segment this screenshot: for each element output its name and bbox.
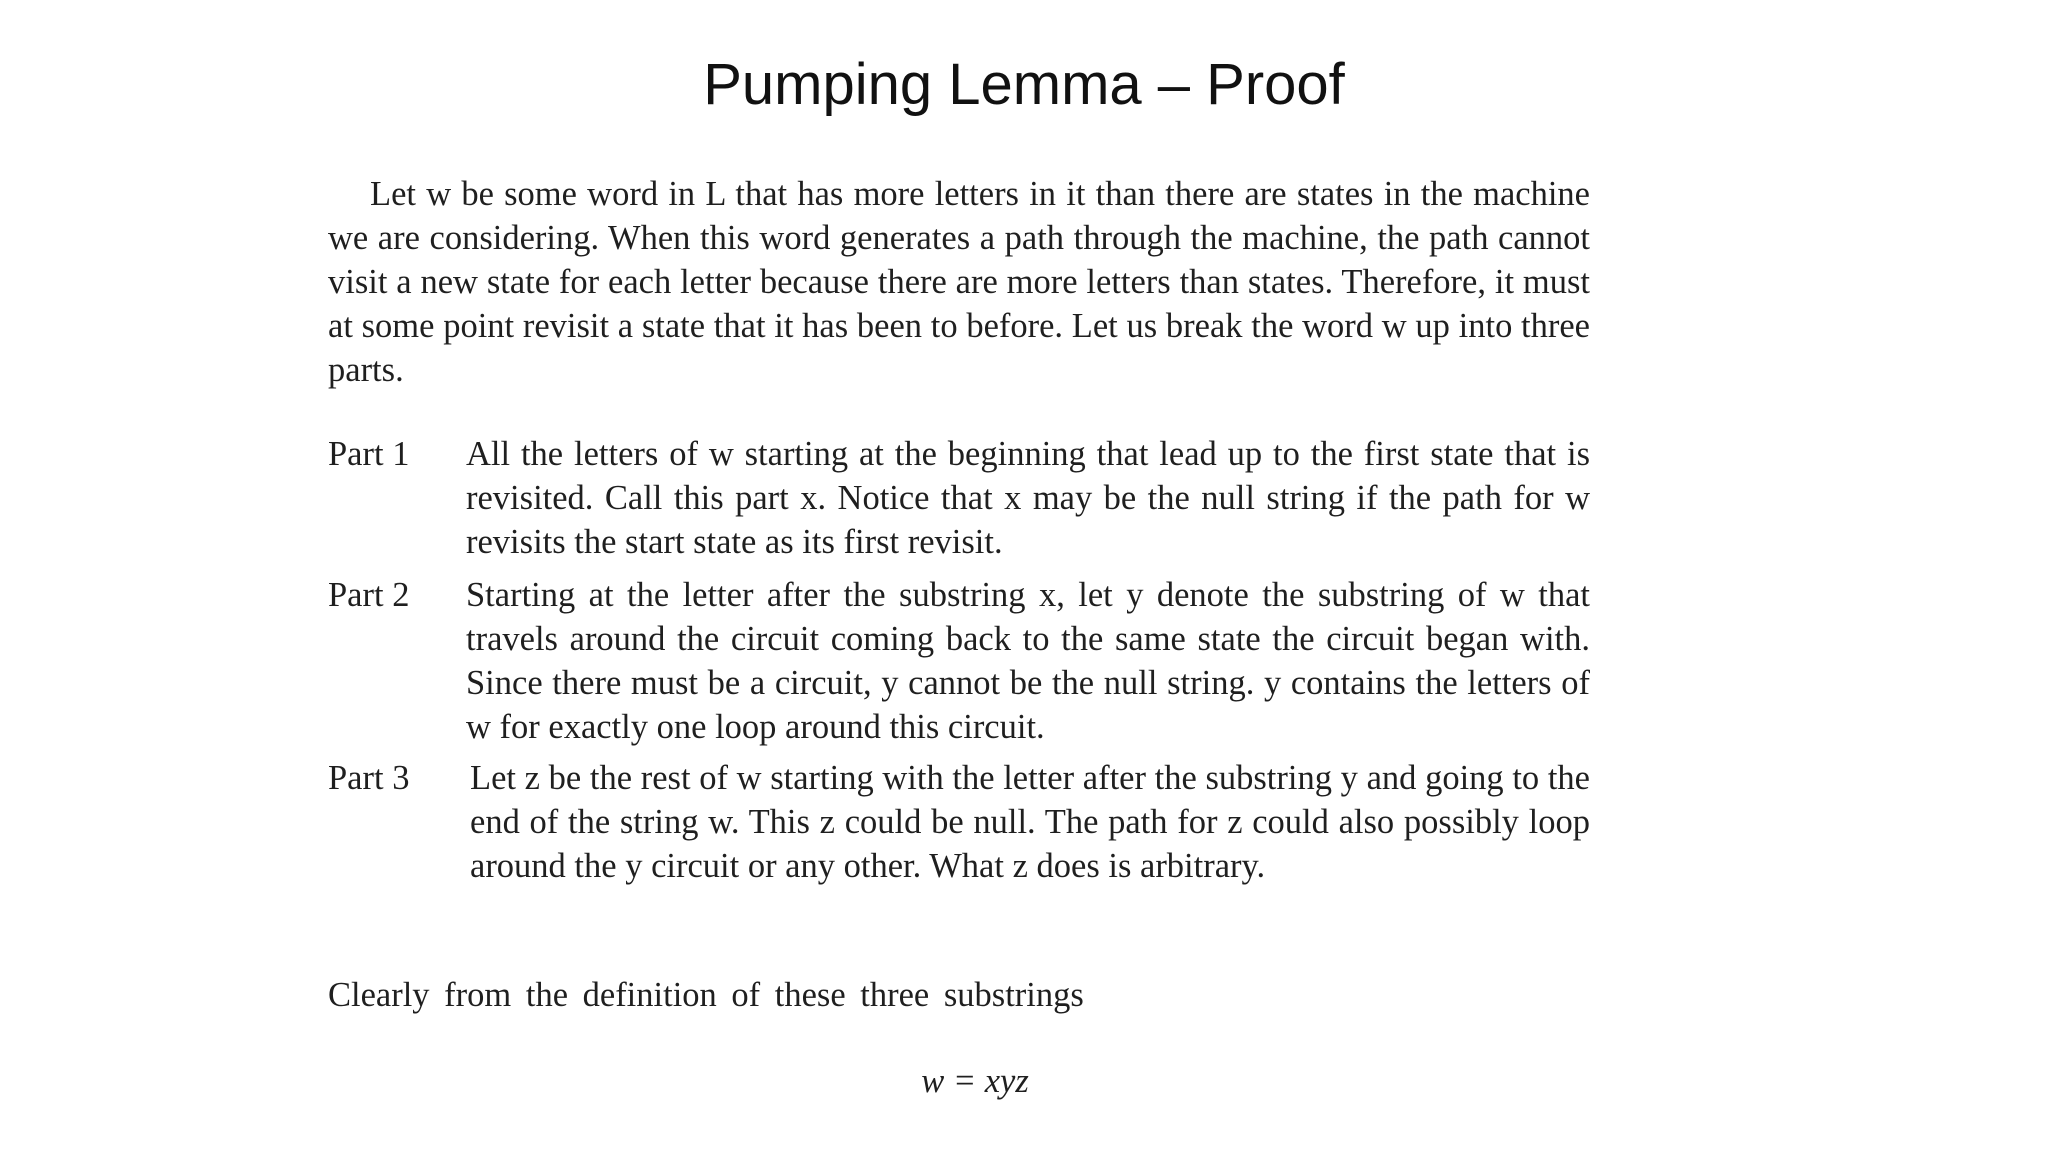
intro-paragraph: Let w be some word in L that has more letters in it than there are states in the machine we are considering. When this word generates a path through the machine, the path cannot visit a new state for each letter because there are more letters than states. Therefore, it must at some point revisit a state that it has been to before. Let us break the word w up into three parts.: [328, 175, 1590, 389]
scanned-text-block: [318, 170, 1624, 1110]
part-1-text: All the letters of w starting at the beginning that lead up to the first state that is revisited. Call this part x. Notice that x may be the null string if the path for w revisits the start state as its first revisit.: [466, 435, 1590, 561]
conclusion-text: Clearly from the definition of these three substrings: [328, 976, 1084, 1014]
equation: w = xyz: [921, 1062, 1029, 1100]
part-3-label: Part 3: [328, 759, 410, 797]
part-1-label: Part 1: [328, 435, 410, 473]
part-2-text: Starting at the letter after the substring x, let y denote the substring of w that travels around the circuit coming back to the same state the circuit began with. Since there must be a circuit, y cannot be the null string. y contains the letters of w for exactly one loop around this circuit.: [466, 576, 1590, 746]
slide-title: Pumping Lemma – Proof: [703, 52, 1345, 117]
part-3-text: Let z be the rest of w starting with the letter after the substring y and going to the end of the string w. This z could be null. The path for z could also possibly loop around the y circuit or any other. What z does is arbitrary.: [470, 759, 1590, 885]
part-2-label: Part 2: [328, 576, 410, 614]
